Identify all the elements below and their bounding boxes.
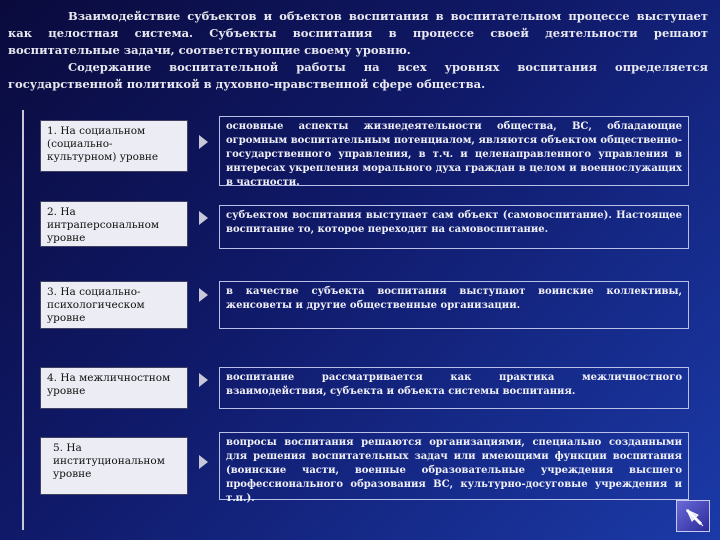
vertical-connector-line (22, 110, 24, 530)
level-3-label: 3. На социально-психологическом уровне (40, 281, 188, 329)
level-5-description: вопросы воспитания решаются организациями, специально созданными для решения воспитательных задач или имеющими функции воспитания (воинские части, военные образовательные учреждения высшего профессионального образования ВС, культурно-досуговые учреждения и т.п.). (219, 432, 689, 500)
intro-paragraph-2: Содержание воспитательной работы на всех уровнях воспитания определяется государственной политикой в духовно-нравственной сфере общества. (8, 60, 708, 91)
level-2-description: субъектом воспитания выступает сам объект (самовоспитание). Настоящее воспитание то, которое переходит на самовоспитание. (219, 205, 689, 249)
return-arrow-icon (681, 504, 707, 530)
arrow-icon (199, 288, 208, 302)
arrow-icon (199, 211, 208, 225)
level-3-description: в качестве субъекта воспитания выступают воинские коллективы, женсоветы и другие общественные организации. (219, 281, 689, 329)
intro-text (8, 8, 708, 93)
level-5-label: 5. На институциональном уровне (40, 437, 188, 495)
level-4-description: воспитание рассматривается как практика межличностного взаимодействия, субъекта и объекта системы воспитания. (219, 367, 689, 409)
arrow-icon (199, 455, 208, 469)
arrow-icon (199, 135, 208, 149)
level-4-label: 4. На межличностном уровне (40, 367, 188, 409)
intro-paragraph-1: Взаимодействие субъектов и объектов воспитания в воспитательном процессе выступает как целостная система. Субъекты воспитания в процессе своей деятельности решают воспитательные задачи, соответствующие своему уровню. (8, 9, 708, 57)
arrow-icon (199, 373, 208, 387)
level-1-label: 1. На социальном (социально-культурном) уровне (40, 120, 188, 172)
level-2-label: 2. На интраперсональном уровне (40, 201, 188, 247)
return-button[interactable] (676, 500, 710, 532)
level-1-description: основные аспекты жизнедеятельности общества, ВС, обладающие огромным воспитательным потенциалом, являются объектом общественно-государственного управления, в т.ч. и целенаправленного управления в интересах укрепления морального духа граждан в целом и военнослужащих в частности. (219, 116, 689, 186)
